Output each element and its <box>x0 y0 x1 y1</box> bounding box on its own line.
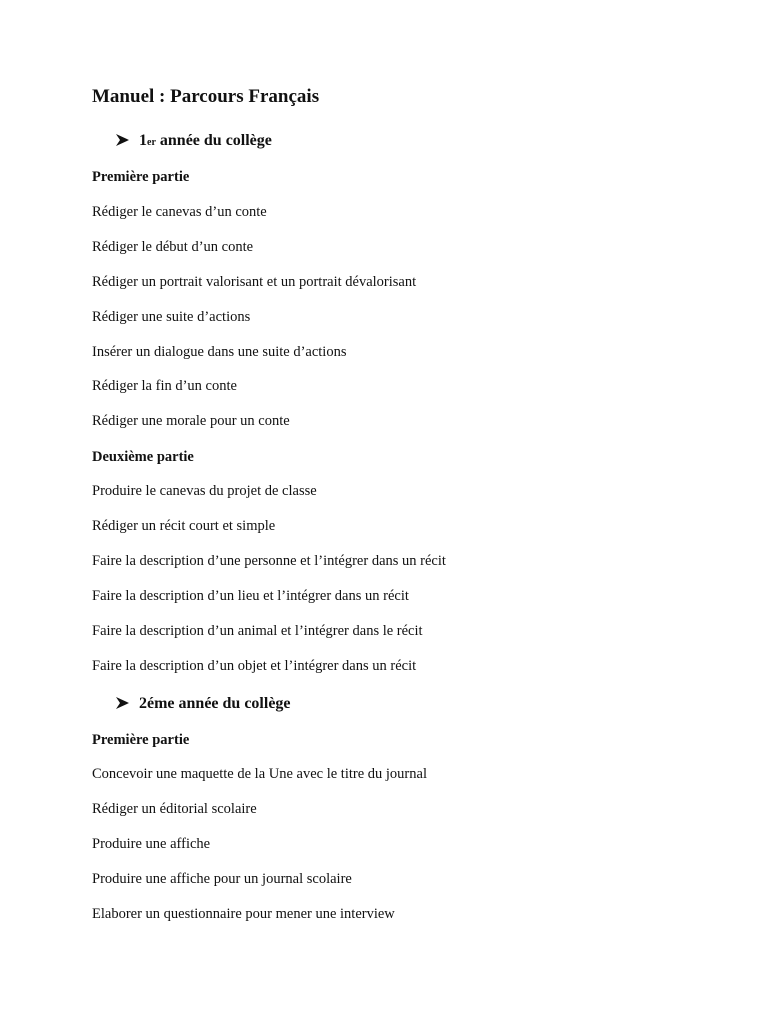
list-item: Produire une affiche pour un journal scolaire <box>92 871 352 887</box>
section-heading-1: 1 er année du collège <box>115 131 272 150</box>
list-item: Rédiger la fin d’un conte <box>92 378 237 394</box>
list-item: Elaborer un questionnaire pour mener une interview <box>92 906 395 922</box>
list-item: Insérer un dialogue dans une suite d’actions <box>92 344 347 360</box>
list-item: Produire le canevas du projet de classe <box>92 483 317 499</box>
part-heading: Deuxième partie <box>92 449 194 465</box>
list-item: Rédiger un récit court et simple <box>92 518 276 534</box>
section-heading-2 <box>115 694 291 713</box>
list-item: Rédiger une suite d’actions <box>92 309 251 325</box>
list-item: Rédiger une morale pour un conte <box>92 413 290 429</box>
part-heading: Première partie <box>92 169 190 185</box>
list-item: Produire une affiche <box>92 836 211 852</box>
list-item: Concevoir une maquette de la Une avec le titre du journal <box>92 766 427 782</box>
list-item: Rédiger un éditorial scolaire <box>92 801 257 817</box>
section-heading-text: 2éme année du collège <box>139 695 291 712</box>
arrow-bullet-icon <box>115 133 131 147</box>
section-heading-number: 1 <box>139 132 147 149</box>
list-item: Faire la description d’une personne et l’intégrer dans un récit <box>92 553 446 569</box>
list-item: Rédiger le canevas d’un conte <box>92 204 267 220</box>
list-item: Rédiger un portrait valorisant et un portrait dévalorisant <box>92 274 417 290</box>
list-item: Faire la description d’un objet et l’intégrer dans un récit <box>92 658 417 674</box>
list-item: Faire la description d’un animal et l’intégrer dans le récit <box>92 623 423 639</box>
list-item: Faire la description d’un lieu et l’intégrer dans un récit <box>92 588 409 604</box>
part-heading: Première partie <box>92 732 190 748</box>
arrow-bullet-icon <box>115 696 131 710</box>
document-title: Manuel : Parcours Français <box>92 86 320 107</box>
list-item: Rédiger le début d’un conte <box>92 239 254 255</box>
section-heading-text: année du collège <box>155 132 272 149</box>
